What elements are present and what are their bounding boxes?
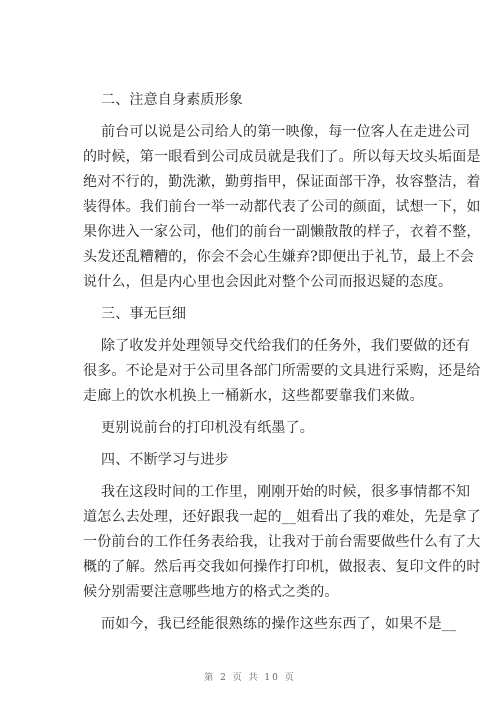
paragraph-line: 概的了解。然后再交我如何操作打印机，做报表、复印文件的时 xyxy=(83,559,481,575)
paragraph-line: 装得体。我们前台一举一动都代表了公司的颜面，试想一下，如 xyxy=(83,199,481,215)
paragraph-line: 而如今，我已经能很熟练的操作这些东西了，如果不是__ xyxy=(101,616,457,632)
paragraph-line: 更别说前台的打印机没有纸墨了。 xyxy=(101,420,314,436)
paragraph-line: 的时候，第一眼看到公司成员就是我们了。所以每天坟头垢面是 xyxy=(83,149,481,165)
paragraph-line: 前台可以说是公司给人的第一映像，每一位客人在走进公司 xyxy=(101,124,471,140)
page-number: 第 2 页 共 10 页 xyxy=(204,673,296,683)
document-body xyxy=(83,88,481,637)
paragraph-line: 很多。不论是对于公司里各部门所需要的文具进行采购，还是给 xyxy=(83,363,481,379)
paragraph-line: 道怎么去处理，还好跟我一起的__姐看出了我的难处，先是拿了 xyxy=(83,509,481,525)
section-heading: 三、事无巨细 xyxy=(101,306,187,322)
paragraph-line: 说什么，但是内心里也会因此对整个公司而报迟疑的态度。 xyxy=(83,274,453,290)
paragraph-line: 我在这段时间的工作里，刚刚开始的时候，很多事情都不知 xyxy=(101,484,471,500)
section-heading: 二、注意自身素质形象 xyxy=(101,92,243,108)
section-heading: 四、不断学习与进步 xyxy=(101,452,229,468)
paragraph-line: 候分别需要注意哪些地方的格式之类的。 xyxy=(83,584,339,600)
paragraph-line: 走廊上的饮水机换上一桶新水，这些都要靠我们来做。 xyxy=(83,388,424,404)
paragraph-line: 一份前台的工作任务表给我，让我对于前台需要做些什么有了大 xyxy=(83,534,481,550)
paragraph-line: 头发还乱糟糟的，你会不会心生嫌弃?即便出于礼节，最上不会 xyxy=(83,249,475,265)
paragraph-line: 果你进入一家公司，他们的前台一副懒散散的样子，衣着不整， xyxy=(83,224,481,240)
paragraph-line: 绝对不行的，勤洗漱，勤剪指甲，保证面部干净，妆容整洁，着 xyxy=(83,174,481,190)
paragraph-line: 除了收发并处理领导交代给我们的任务外，我们要做的还有 xyxy=(101,338,471,354)
